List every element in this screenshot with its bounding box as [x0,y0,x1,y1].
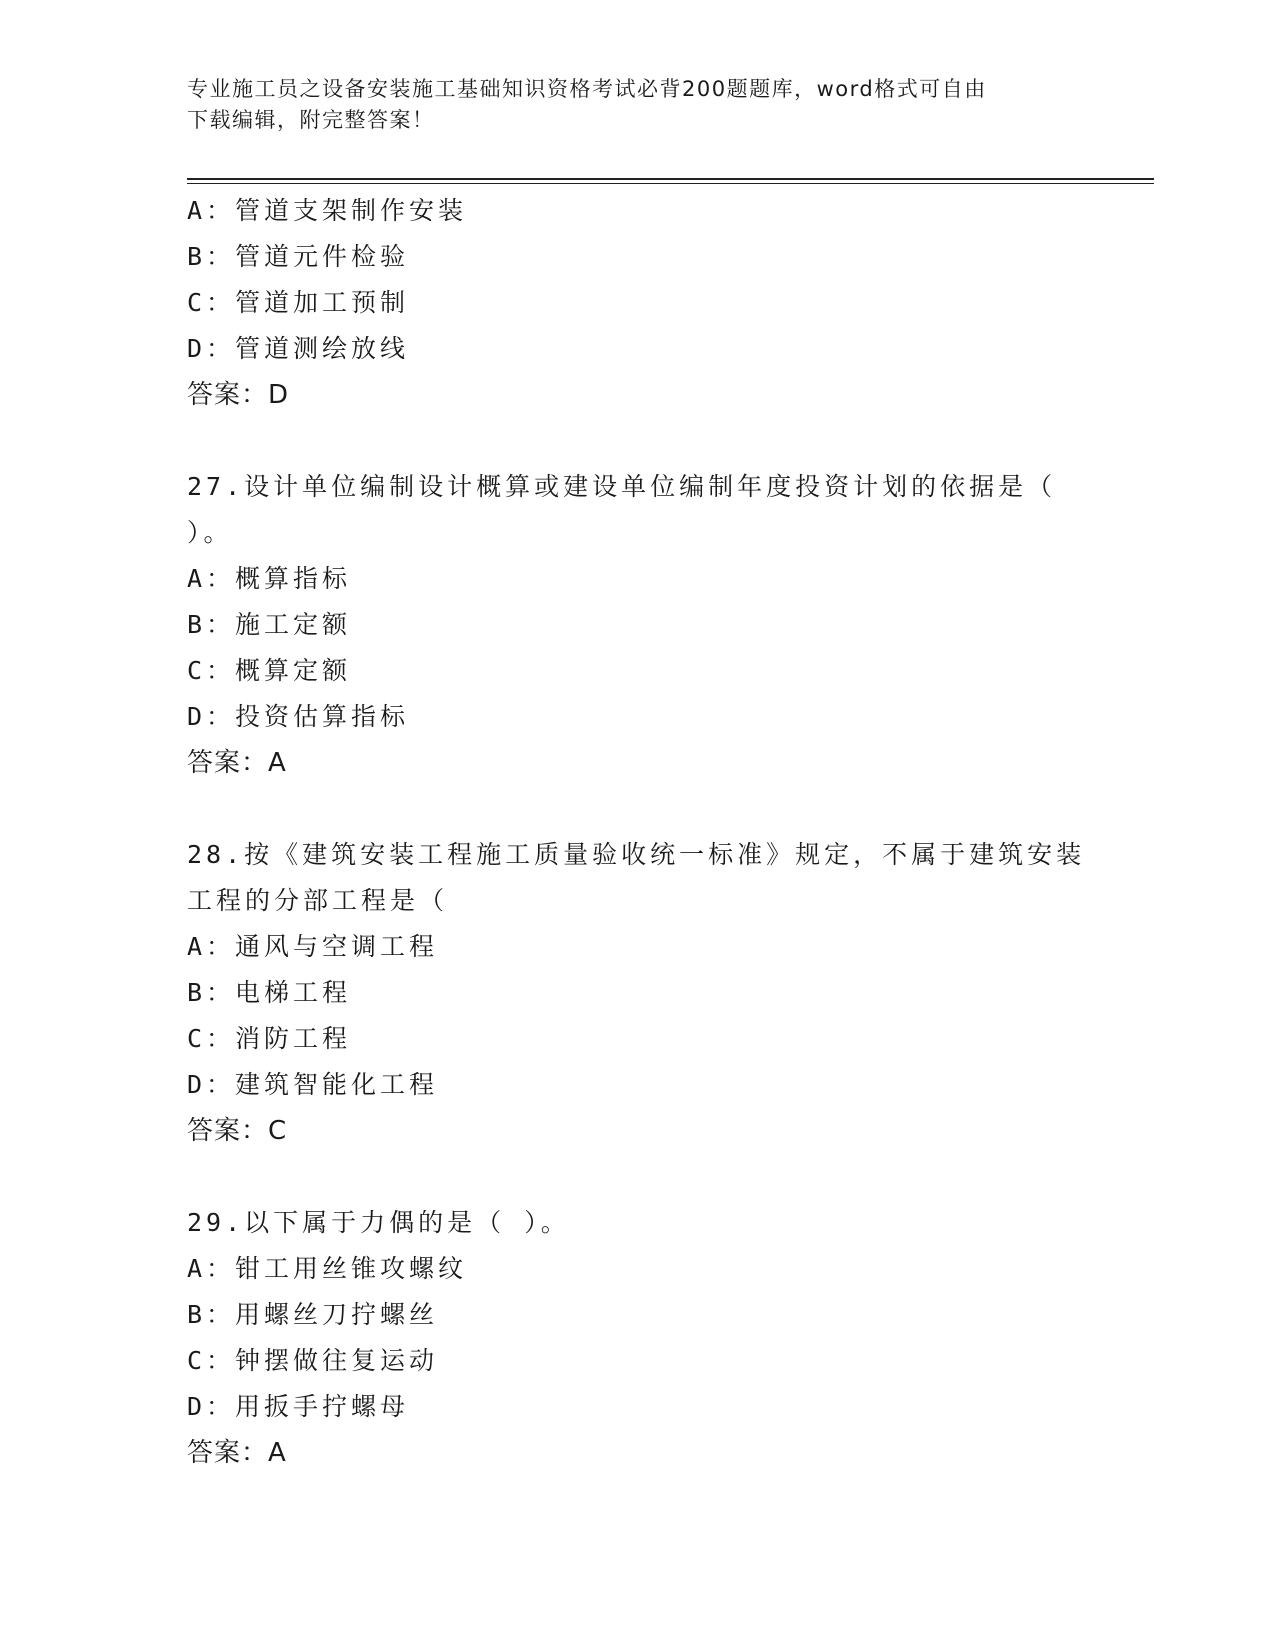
header-line-2: 下载编辑，附完整答案！ [187,108,435,132]
option-a: A：通风与空调工程 [187,932,439,961]
header-line-1: 专业施工员之设备安装施工基础知识资格考试必背200题题库，word格式可自由 [187,77,987,101]
answer: 答案：A [187,1438,287,1468]
document-header [187,74,1087,136]
option-d: D：投资估算指标 [187,702,410,731]
option-d: D：管道测绘放线 [187,334,410,363]
question-stem-line-1: 28.按《建筑安装工程施工质量验收统一标准》规定，不属于建筑安装 [187,840,1086,869]
header-divider-thin [187,183,1154,184]
option-c: C：消防工程 [187,1024,352,1053]
question-27 [187,464,1087,786]
header-divider-thick [187,178,1154,180]
question-stem-line-1: 27.设计单位编制设计概算或建设单位编制年度投资计划的依据是（ [187,472,1057,501]
answer: 答案：C [187,1116,288,1146]
question-26 [187,188,1087,418]
option-a: A：管道支架制作安装 [187,196,468,225]
answer: 答案：D [187,380,290,410]
option-a: A：钳工用丝锥攻螺纹 [187,1254,468,1283]
option-c: C：概算定额 [187,656,352,685]
option-b: B：电梯工程 [187,978,352,1007]
option-d: D：建筑智能化工程 [187,1070,439,1099]
option-c: C：钟摆做往复运动 [187,1346,439,1375]
question-list [187,188,1087,1476]
option-b: B：用螺丝刀拧螺丝 [187,1300,439,1329]
question-28 [187,832,1087,1154]
question-29 [187,1200,1087,1476]
answer: 答案：A [187,748,287,778]
question-stem-line-1: 29.以下属于力偶的是（ ）。 [187,1208,570,1237]
option-c: C：管道加工预制 [187,288,410,317]
option-b: B：施工定额 [187,610,352,639]
question-stem-line-2: 工程的分部工程是（ [187,886,449,915]
option-b: B：管道元件检验 [187,242,410,271]
option-d: D：用扳手拧螺母 [187,1392,410,1421]
question-stem-line-2: ）。 [187,518,233,547]
option-a: A：概算指标 [187,564,352,593]
